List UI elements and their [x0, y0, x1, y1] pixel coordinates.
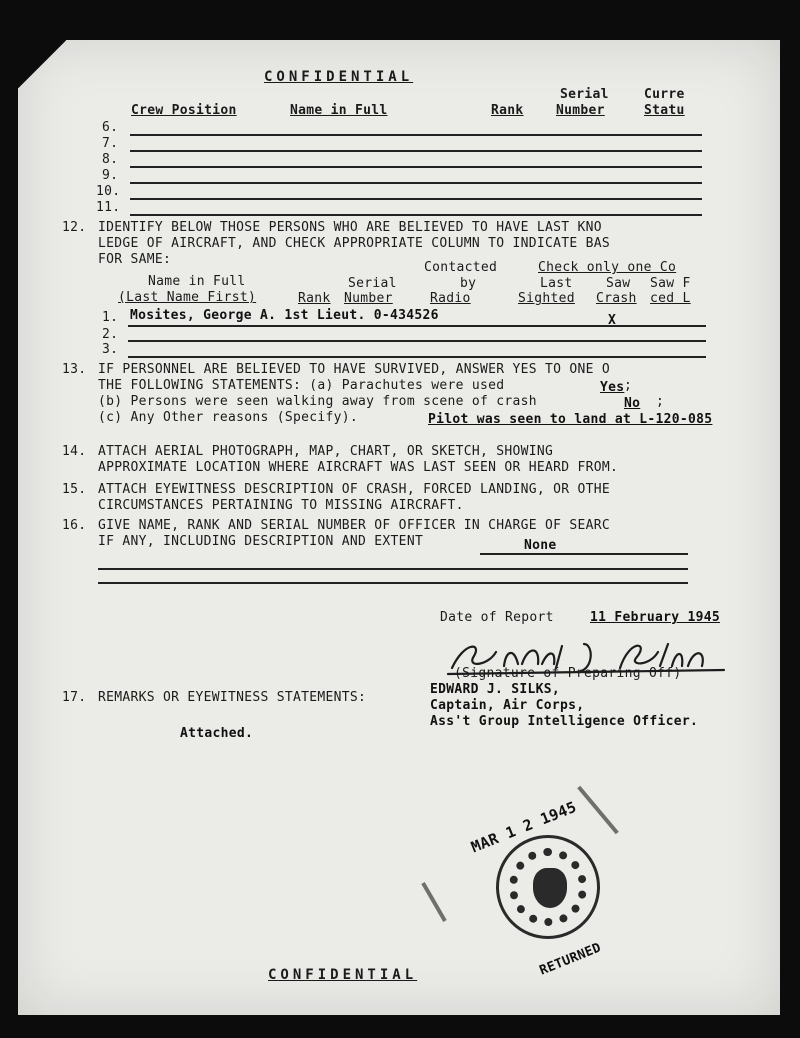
- crew-row-num: 8.: [102, 152, 119, 167]
- crew-row-num: 7.: [102, 136, 119, 151]
- header-crash: Crash: [596, 291, 637, 306]
- officer-name: EDWARD J. SILKS,: [430, 682, 561, 697]
- header-name-in-full: Name in Full: [148, 274, 246, 289]
- ink-smudge: [421, 882, 446, 922]
- item-13-number: 13.: [62, 362, 87, 377]
- item-13-text: (b) Persons were seen walking away from scene of crash: [98, 394, 537, 409]
- header-radio: Radio: [430, 291, 471, 306]
- header-saw: Saw: [606, 276, 631, 291]
- confidential-footer: CONFIDENTIAL: [268, 967, 418, 983]
- crew-row-line: [130, 214, 702, 216]
- officer-title: Ass't Group Intelligence Officer.: [430, 714, 699, 729]
- header-rank: Rank: [298, 291, 331, 306]
- witness-row-line: [128, 356, 706, 358]
- header-number: Number: [344, 291, 393, 306]
- item-14-text: ATTACH AERIAL PHOTOGRAPH, MAP, CHART, OR SKETCH, SHOWING: [98, 444, 554, 459]
- answer-line: [98, 582, 688, 584]
- crew-row-line: [130, 198, 702, 200]
- crew-row-num: 10.: [96, 184, 121, 199]
- item-13-text: THE FOLLOWING STATEMENTS: (a) Parachutes were used: [98, 378, 505, 393]
- witness-entry: Mosites, George A. 1st Lieut. 0-434526: [130, 308, 439, 323]
- item-12-text: IDENTIFY BELOW THOSE PERSONS WHO ARE BELIEVED TO HAVE LAST KNO: [98, 220, 602, 235]
- signature-caption: (Signature of Preparing Off): [454, 666, 682, 681]
- answer-parachutes: Yes: [600, 380, 625, 395]
- item-14-number: 14.: [62, 444, 87, 459]
- witness-row-num: 1.: [102, 310, 119, 325]
- item-13-text: IF PERSONNEL ARE BELIEVED TO HAVE SURVIVED, ANSWER YES TO ONE O: [98, 362, 610, 377]
- crew-row-num: 9.: [102, 168, 119, 183]
- col-rank: Rank: [491, 103, 524, 118]
- header-forced-landing: ced L: [650, 291, 691, 306]
- col-serial-1: Serial: [560, 87, 609, 102]
- date-of-report-value: 11 February 1945: [590, 610, 721, 625]
- date-of-report-label: Date of Report: [440, 610, 554, 625]
- crew-row-line: [130, 150, 702, 152]
- item-12-text: LEDGE OF AIRCRAFT, AND CHECK APPROPRIATE COLUMN TO INDICATE BAS: [98, 236, 610, 251]
- header-contacted: Contacted: [424, 260, 498, 275]
- remarks-value: Attached.: [180, 726, 254, 741]
- header-by: by: [460, 276, 477, 291]
- witness-row-num: 3.: [102, 342, 119, 357]
- officer-rank: Captain, Air Corps,: [430, 698, 585, 713]
- answer-line: [480, 553, 688, 555]
- item-15-text: CIRCUMSTANCES PERTAINING TO MISSING AIRCRAFT.: [98, 498, 464, 513]
- item-15-text: ATTACH EYEWITNESS DESCRIPTION OF CRASH, FORCED LANDING, OR OTHE: [98, 482, 610, 497]
- returned-stamp: RETURNED: [537, 940, 604, 979]
- header-check-one: Check only one Co: [538, 260, 677, 275]
- header-saw-forced: Saw F: [650, 276, 691, 291]
- item-13-text: ;: [624, 378, 633, 393]
- item-13-text: (c) Any Other reasons (Specify).: [98, 410, 359, 425]
- crew-row-line: [130, 134, 702, 136]
- confidential-header: CONFIDENTIAL: [264, 69, 414, 85]
- col-crew-position: Crew Position: [131, 103, 237, 118]
- ink-smudge: [577, 786, 619, 835]
- answer-line: [98, 568, 688, 570]
- item-16-text: GIVE NAME, RANK AND SERIAL NUMBER OF OFFICER IN CHARGE OF SEARC: [98, 518, 610, 533]
- header-last-name-first: (Last Name First): [118, 290, 257, 305]
- header-serial: Serial: [348, 276, 397, 291]
- received-date-stamp: MAR 1 2 1945: [468, 797, 580, 857]
- item-14-text: APPROXIMATE LOCATION WHERE AIRCRAFT WAS LAST SEEN OR HEARD FROM.: [98, 460, 619, 475]
- answer-other-reasons: Pilot was seen to land at L-120-085: [428, 412, 713, 427]
- saw-crash-mark: X: [608, 313, 617, 328]
- witness-row-line: [128, 325, 706, 327]
- item-17-text: REMARKS OR EYEWITNESS STATEMENTS:: [98, 690, 367, 705]
- crew-row-line: [130, 166, 702, 168]
- col-status-2: Statu: [644, 103, 685, 118]
- item-16-number: 16.: [62, 518, 87, 533]
- circular-seal-stamp: [496, 835, 600, 939]
- item-17-number: 17.: [62, 690, 87, 705]
- crew-row-num: 11.: [96, 200, 121, 215]
- header-sighted: Sighted: [518, 291, 575, 306]
- col-name-in-full: Name in Full: [290, 103, 388, 118]
- search-officer-answer: None: [524, 538, 557, 553]
- col-status-1: Curre: [644, 87, 685, 102]
- item-16-text: IF ANY, INCLUDING DESCRIPTION AND EXTENT: [98, 534, 424, 549]
- item-12-text: FOR SAME:: [98, 252, 172, 267]
- item-13-text: ;: [656, 394, 665, 409]
- item-15-number: 15.: [62, 482, 87, 497]
- answer-walking-away: No: [624, 396, 641, 411]
- crew-row-line: [130, 182, 702, 184]
- witness-row-num: 2.: [102, 327, 119, 342]
- witness-row-line: [128, 340, 706, 342]
- item-12-number: 12.: [62, 220, 87, 235]
- crew-row-num: 6.: [102, 120, 119, 135]
- header-last: Last: [540, 276, 573, 291]
- col-serial-2: Number: [556, 103, 605, 118]
- document-page: [18, 40, 780, 1015]
